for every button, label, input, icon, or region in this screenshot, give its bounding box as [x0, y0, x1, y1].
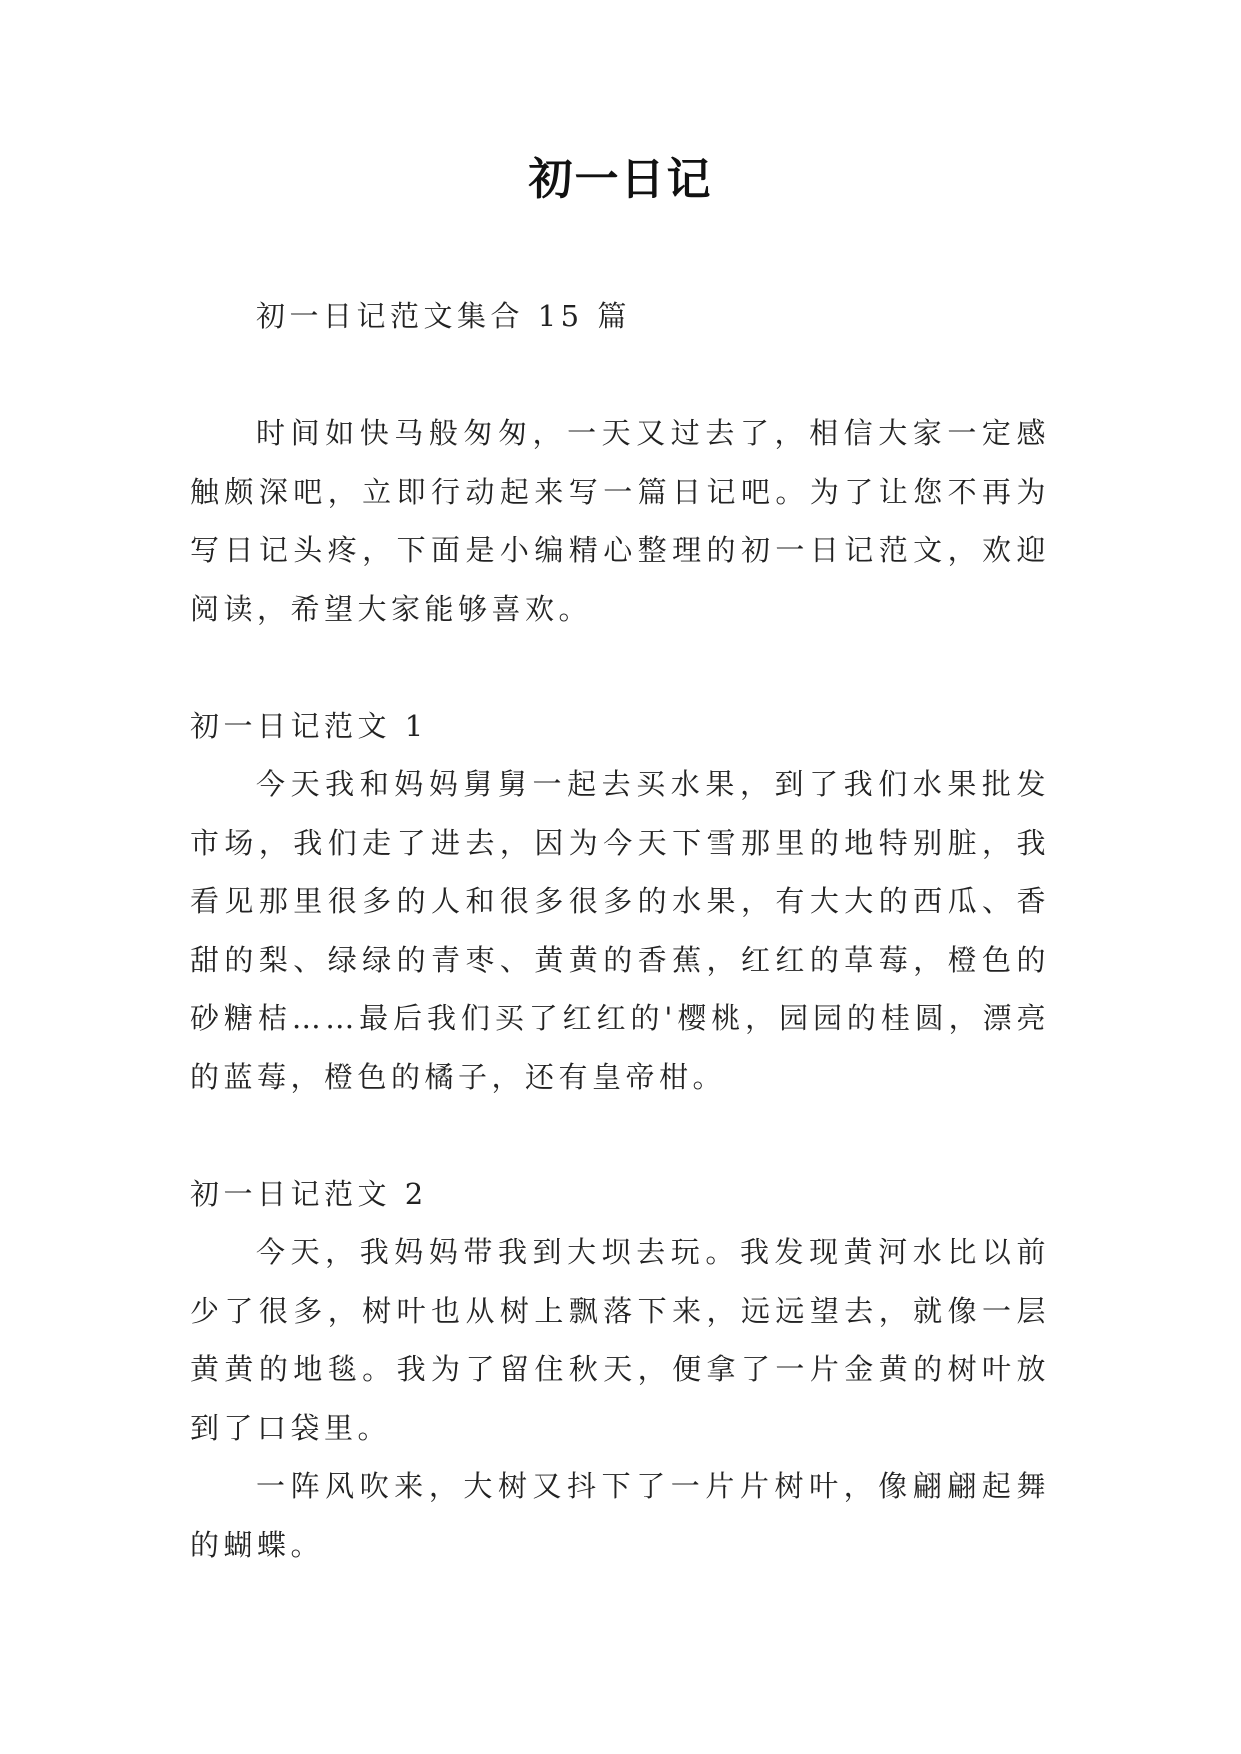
paragraph-gap — [190, 638, 1050, 697]
paragraph-gap — [190, 346, 1050, 405]
paragraph-gap — [190, 1106, 1050, 1165]
document-title: 初一日记 — [528, 154, 713, 205]
section-2-paragraph-1: 今天，我妈妈带我到大坝去玩。我发现黄河水比以前少了很多，树叶也从树上飘落下来，远远望去，就像一层黄黄的地毯。我为了留住秋天，便拿了一片金黄的树叶放到了口袋里。 — [190, 1235, 1050, 1445]
intro-paragraph: 时间如快马般匆匆，一天又过去了，相信大家一定感触颇深吧，立即行动起来写一篇日记吧。为了让您不再为写日记头疼，下面是小编精心整理的初一日记范文，欢迎阅读，希望大家能够喜欢。 — [190, 416, 1050, 626]
document-body — [190, 287, 1050, 1574]
section-heading-1: 初一日记范文 1 — [190, 708, 428, 743]
document-subtitle: 初一日记范文集合 15 篇 — [256, 299, 631, 333]
section-1-paragraph-1: 今天我和妈妈舅舅一起去买水果，到了我们水果批发市场，我们走了进去，因为今天下雪那里的地特别脏，我看见那里很多的人和很多很多的水果，有大大的西瓜、香甜的梨、绿绿的青枣、黄黄的香蕉，红红的草莓，橙色的砂糖桔……最后我们买了红红的'樱桃，园园的桂圆，漂亮的蓝莓，橙色的橘子，还有皇帝柑。 — [190, 767, 1050, 1094]
section-heading-2: 初一日记范文 2 — [190, 1176, 428, 1211]
section-2-paragraph-2: 一阵风吹来，大树又抖下了一片片树叶，像翩翩起舞的蝴蝶。 — [190, 1469, 1050, 1562]
